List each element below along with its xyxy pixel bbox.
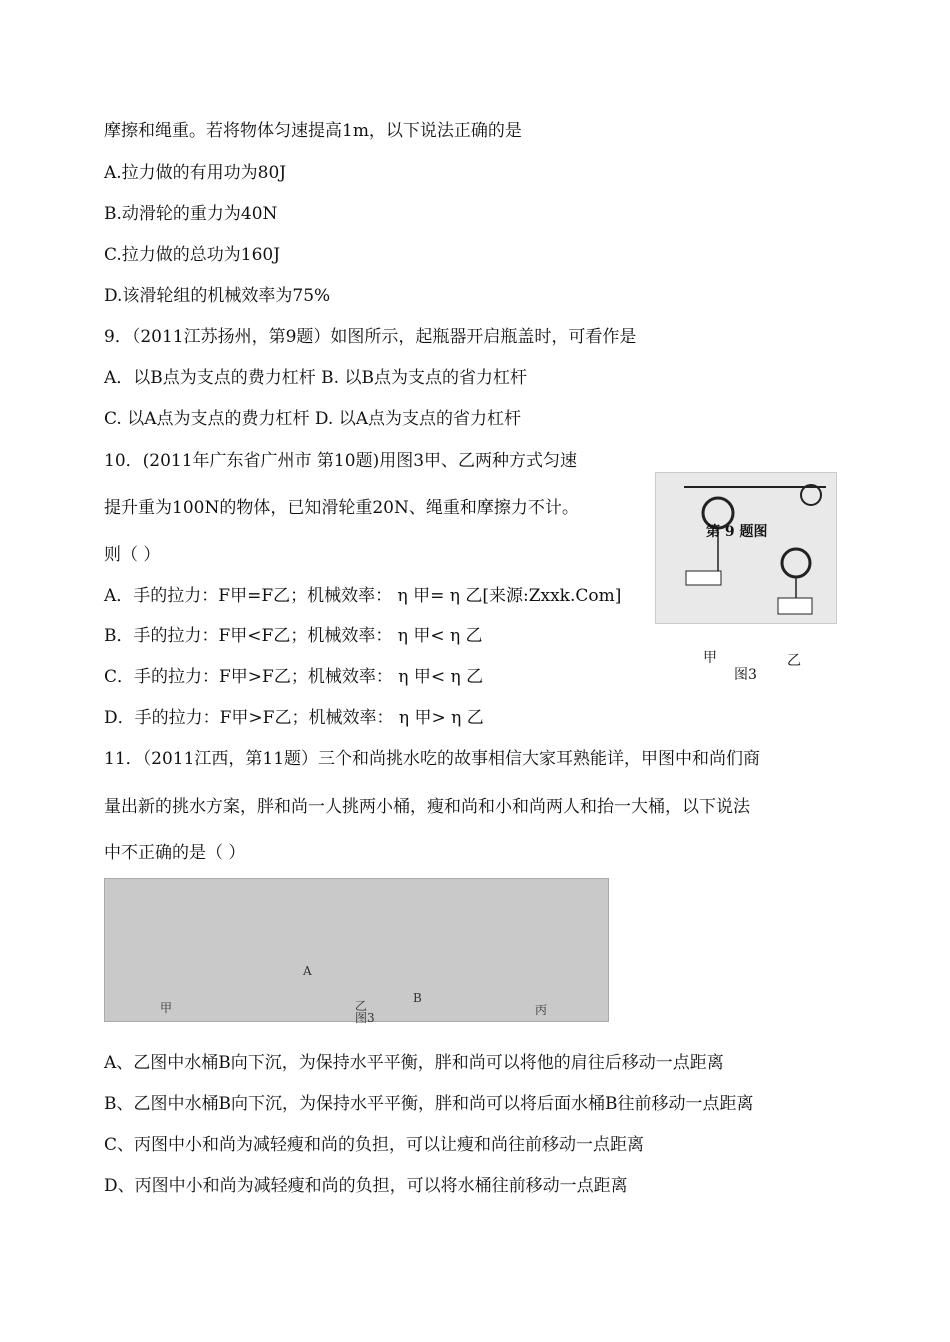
line-17: 中不正确的是（ ） [104,843,246,863]
line-3: C.拉力做的总功为160J [104,245,281,265]
photo-label-b: B [413,991,422,1005]
line-7: C. 以A点为支点的费力杠杆 D. 以A点为支点的省力杠杆 [104,409,521,429]
photo-caption: 图3 [355,1011,375,1025]
line-0: 摩擦和绳重。若将物体匀速提高1m，以下说法正确的是 [104,121,522,141]
line-1: A.拉力做的有用功为80J [104,163,287,183]
photo-label-a: A [303,964,312,978]
line-5: 9．（2011江苏扬州，第9题）如图所示，起瓶器开启瓶盖时，可看作是 [104,327,637,347]
line-10: 则（ ） [104,545,161,565]
figure-caption: 图3 [734,667,757,683]
line-18: A、乙图中水桶B向下沉，为保持水平平衡，胖和尚可以将他的肩往后移动一点距离 [104,1053,724,1073]
line-13: C．手的拉力：F甲>F乙；机械效率： η 甲< η 乙 [104,667,484,687]
line-9: 提升重为100N的物体，已知滑轮重20N、绳重和摩擦力不计。 [104,498,579,518]
pulley-figure [655,472,837,624]
photo-label-yi: 乙 [355,999,368,1013]
line-16: 量出新的挑水方案，胖和尚一人挑两小桶，瘦和尚和小和尚两人和抬一大桶，以下说法 [104,797,750,817]
line-8: 10．(2011年广东省广州市 第10题)用图3甲、乙两种方式匀速 [104,451,578,471]
line-21: D、丙图中小和尚为减轻瘦和尚的负担，可以将水桶往前移动一点距离 [104,1176,628,1196]
line-2: B.动滑轮的重力为40N [104,204,278,224]
line-20: C、丙图中小和尚为减轻瘦和尚的负担，可以让瘦和尚往前移动一点距离 [104,1135,645,1155]
monks-photo [104,878,609,1025]
line-4: D.该滑轮组的机械效率为75% [104,286,331,306]
figure-label-yi: 乙 [787,653,801,669]
line-12: B．手的拉力：F甲<F乙；机械效率： η 甲< η 乙 [104,626,483,646]
line-6: A．以B点为支点的费力杠杆 B. 以B点为支点的省力杠杆 [104,368,527,388]
line-14: D．手的拉力：F甲>F乙；机械效率： η 甲> η 乙 [104,708,484,728]
figure-inner-title: 第 9 题图 [706,524,768,540]
line-11: A．手的拉力：F甲=F乙；机械效率： η 甲= η 乙[来源:Zxxk.Com] [104,586,622,606]
figure-label-jia: 甲 [703,650,717,666]
line-15: 11．（2011江西，第11题）三个和尚挑水吃的故事相信大家耳熟能详，甲图中和尚们商 [104,749,761,769]
photo-label-bing: 丙 [535,1003,548,1017]
photo-label-jia: 甲 [160,1001,173,1015]
line-19: B、乙图中水桶B向下沉，为保持水平平衡，胖和尚可以将后面水桶B往前移动一点距离 [104,1094,754,1114]
